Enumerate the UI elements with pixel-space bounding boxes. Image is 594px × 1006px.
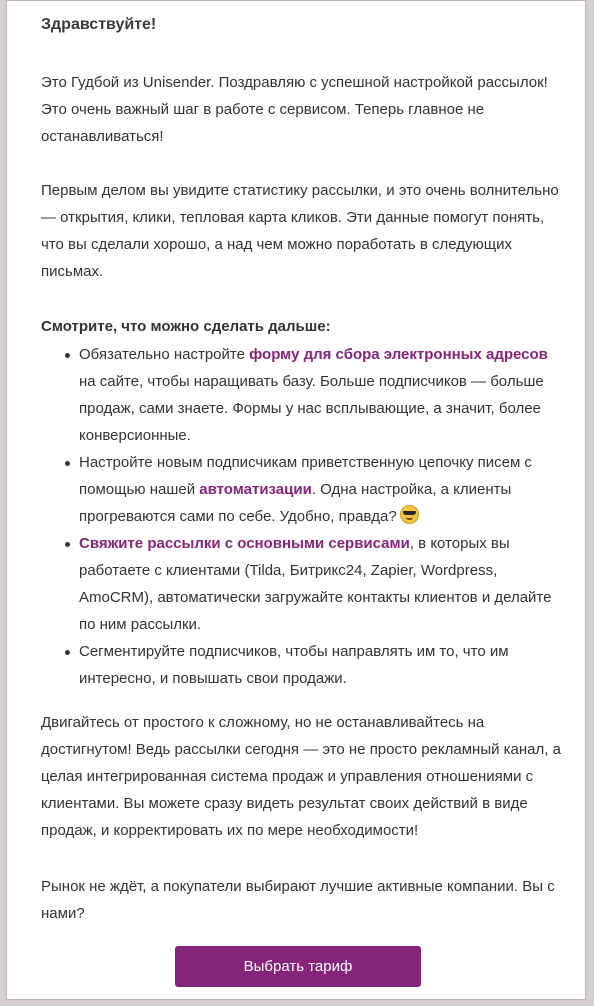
list-item-text: продаж, сами знаете. Формы у нас всплывающие, а значит, более — [79, 400, 541, 417]
progress-line: целая интегрированная система продаж и управления отношениями с — [41, 768, 534, 785]
list-item-text: по ним рассылки. — [79, 616, 202, 633]
list-item-text: работаете с клиентами (Tilda, Битрикс24, Zapier, Wordpress, — [79, 562, 498, 579]
intro-line: останавливаться! — [41, 128, 164, 145]
intro-paragraph — [41, 69, 561, 150]
bullet-dot — [65, 542, 70, 547]
list-item-integrations — [41, 530, 561, 638]
signup-form-link[interactable]: форму для сбора электронных адресов — [249, 346, 548, 363]
progress-line: клиентами. Вы можете сразу видеть результат своих действий в виде — [41, 795, 528, 812]
list-item-signup-form — [41, 341, 561, 449]
list-item-automation — [41, 449, 561, 530]
progress-paragraph — [41, 709, 561, 844]
choose-plan-button[interactable]: Выбрать тариф — [175, 946, 421, 987]
integrations-link[interactable]: Свяжите рассылки с основными сервисами — [79, 535, 410, 552]
progress-line: достигнутом! Ведь рассылки сегодня — это не просто рекламный канал, а — [41, 741, 561, 758]
list-item-text: , в которых вы — [409, 535, 510, 552]
stats-paragraph — [41, 177, 561, 285]
stats-line: письмах. — [41, 263, 104, 280]
stats-line: — открытия, клики, тепловая карта кликов. Эти данные помогут понять, — [41, 209, 545, 226]
intro-line: Это Гудбой из Unisender. Поздравляю с успешной настройкой рассылок! — [41, 74, 548, 91]
list-item-text: . Одна настройка, а клиенты — [311, 481, 512, 498]
bullet-dot — [65, 650, 70, 655]
progress-line: продаж, и корректировать их по мере необходимости! — [41, 822, 419, 839]
list-item-text: интересно, и повышать свои продажи. — [79, 670, 347, 687]
list-item-text: Настройте новым подписчикам приветственную цепочку писем с — [79, 454, 532, 471]
closing-paragraph — [41, 873, 561, 927]
closing-line: Рынок не ждёт, а покупатели выбирают лучшие активные компании. Вы с — [41, 878, 555, 895]
next-steps-heading: Смотрите, что можно сделать дальше: — [41, 318, 331, 335]
list-item-text: на сайте, чтобы наращивать базу. Больше подписчиков — больше — [79, 373, 544, 390]
bullet-dot — [65, 353, 70, 358]
list-item-segmentation — [41, 638, 561, 692]
closing-line: нами? — [41, 905, 85, 922]
sunglasses-emoji-icon — [400, 505, 419, 524]
list-item-text: Сегментируйте подписчиков, чтобы направлять им то, что им — [79, 643, 509, 660]
automation-link[interactable]: автоматизации — [199, 481, 312, 498]
list-item-text: AmoCRM), автоматически загружайте контакты клиентов и делайте — [79, 589, 552, 606]
list-item-text: прогреваются сами по себе. Удобно, правда? — [79, 508, 397, 525]
list-item-text: конверсионные. — [79, 427, 191, 444]
greeting-heading: Здравствуйте! — [41, 16, 157, 33]
email-frame — [6, 0, 586, 1000]
stats-line: Первым делом вы увидите статистику рассылки, и это очень волнительно — [41, 182, 559, 199]
next-steps-list — [41, 341, 561, 692]
stats-line: что вы сделали хорошо, а над чем можно поработать в следующих — [41, 236, 512, 253]
progress-line: Двигайтесь от простого к сложному, но не останавливайтесь на — [41, 714, 485, 731]
list-item-text: Обязательно настройте — [79, 346, 250, 363]
intro-line: Это очень важный шаг в работе с сервисом. Теперь главное не — [41, 101, 485, 118]
bullet-dot — [65, 461, 70, 466]
list-item-text: помощью нашей — [79, 481, 200, 498]
